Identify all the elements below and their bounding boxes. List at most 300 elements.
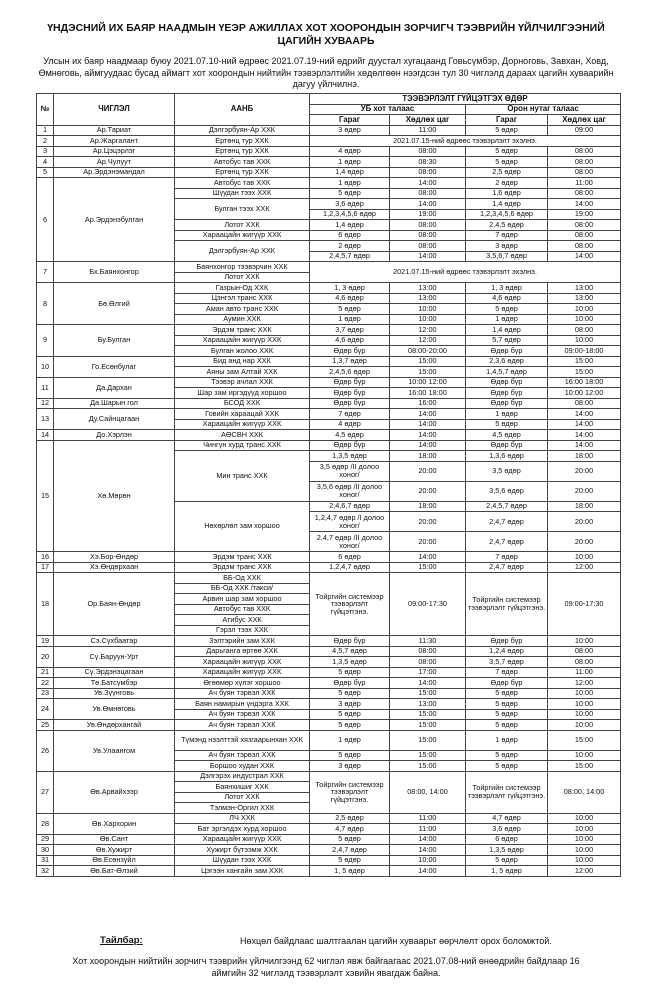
ub-day: 1,3,5 өдөр xyxy=(310,451,390,462)
rural-time: 08:00 xyxy=(548,146,621,157)
company-name: Чингүн хурд транс ХХК xyxy=(175,440,310,451)
ub-day: 1,4 өдөр xyxy=(310,220,390,231)
rural-day: 6 өдөр xyxy=(466,834,548,845)
ub-day: Өдөр бүр xyxy=(310,398,390,409)
ub-time: 10:00 xyxy=(390,314,466,325)
route-name: Бө.Өлгий xyxy=(54,283,175,325)
ub-time: 11:00 xyxy=(390,125,466,136)
rural-ring-note: Тойргийн системээр тээвэрлэлт гүйцэтгэнэ. xyxy=(466,573,548,636)
ub-day: 2,5 өдөр xyxy=(310,813,390,824)
ub-time: 20:00 xyxy=(390,532,466,552)
rural-time: 09:00 xyxy=(548,125,621,136)
route-name: Хө.Мөрөн xyxy=(54,440,175,552)
ub-day: Өдөр бүр xyxy=(310,678,390,689)
ub-time: 16:00 18:00 xyxy=(390,388,466,399)
page-title: ҮНДЭСНИЙ ИХ БАЯР НААДМЫН ҮЕЭР АЖИЛЛАХ ХОТ ХООРОНДЫН ЗОРЧИГЧ ТЭЭВРИЙН ҮЙЛЧИЛГЭЭНИЙ ЦАГИЙН ХУВААРЬ xyxy=(47,22,605,47)
rural-day: 1,2,4 өдөр xyxy=(466,646,548,657)
rural-time: 13:00 xyxy=(548,293,621,304)
route-number: 18 xyxy=(37,573,54,636)
route-name: Ув.Зүүнговь xyxy=(54,688,175,699)
route-number: 21 xyxy=(37,667,54,678)
rural-time: 20:00 xyxy=(548,512,621,532)
company-name: Дэлгэрбуян-Ар ХХК xyxy=(175,125,310,136)
rural-day: Өдөр бүр xyxy=(466,636,548,647)
ub-day: 1 өдөр xyxy=(310,730,390,750)
route-number: 8 xyxy=(37,283,54,325)
table-row xyxy=(37,552,621,563)
note-text: Нөхцөл байдлаас шалтгаалан цагийн хуваарьт өөрчлөлт орох боломжтой. xyxy=(240,936,552,946)
header-route: ЧИГЛЭЛ xyxy=(54,94,175,126)
route-number: 20 xyxy=(37,646,54,667)
route-name: Ув.Улаангом xyxy=(54,730,175,771)
rural-time: 19:00 xyxy=(548,209,621,220)
ub-day: 4,5,7 өдөр xyxy=(310,646,390,657)
ub-time: 08:00 xyxy=(390,230,466,241)
ub-day: 5 өдөр xyxy=(310,188,390,199)
table-row xyxy=(37,730,621,750)
header-company: ААНБ xyxy=(175,94,310,126)
ub-time: 15:00 xyxy=(390,688,466,699)
table-row xyxy=(37,146,621,157)
rural-day: 4,6 өдөр xyxy=(466,293,548,304)
header-from-ub: УБ хот талаас xyxy=(310,104,466,115)
rural-time: 20:00 xyxy=(548,532,621,552)
company-name: Газрын-Од ХХК xyxy=(175,283,310,294)
ub-day: 6 өдөр xyxy=(310,230,390,241)
ub-time: 14:00 xyxy=(390,419,466,430)
ub-day: 5 өдөр xyxy=(310,667,390,678)
rural-time: 08:00 xyxy=(548,241,621,252)
rural-time: 10:00 xyxy=(548,709,621,720)
table-row xyxy=(37,283,621,294)
route-number: 29 xyxy=(37,834,54,845)
company-name: Лотот ХХК xyxy=(175,792,310,803)
ub-day: 4,6 өдөр xyxy=(310,293,390,304)
footer-text: Хот хоорондын нийтийн зорчигч тээврийн үйлчилгээнд 62 чиглэл явж байгаагаас 2021.07.08-ний өнөөдрийн байдлаар 16 аймгийн 32 чиглэлд тээвэрлэлт хэвийн явагдаж байна. xyxy=(72,956,580,978)
table-row xyxy=(37,157,621,168)
route-number: 6 xyxy=(37,178,54,262)
ub-time: 08:30 xyxy=(390,157,466,168)
rural-time: 08:00 xyxy=(548,646,621,657)
route-name: Да.Дархан xyxy=(54,377,175,398)
ub-time: 14:00 xyxy=(390,178,466,189)
route-name: Хэ.Бор-Өндөр xyxy=(54,552,175,563)
table-row xyxy=(37,167,621,178)
rural-day: 2,4,7 өдөр xyxy=(466,532,548,552)
ub-day: 3,5,6 өдөр /II долоо хоног/ xyxy=(310,481,390,501)
rural-time: 10:00 xyxy=(548,813,621,824)
rural-day: 2,4,7 өдөр xyxy=(466,562,548,573)
rural-time: 15:00 xyxy=(548,761,621,772)
ub-day: 3,6 өдөр xyxy=(310,199,390,210)
ub-time: 15:00 xyxy=(390,750,466,761)
table-row xyxy=(37,262,621,273)
ub-time: 18:00 xyxy=(390,451,466,462)
rural-day: 1 өдөр xyxy=(466,409,548,420)
company-name: Аяны зам Алтай ХХК xyxy=(175,367,310,378)
company-name: Тэлмэн-Оргил ХХК xyxy=(175,803,310,814)
ub-time: 14:00 xyxy=(390,678,466,689)
ub-day: 4,7 өдөр xyxy=(310,824,390,835)
ub-time: 16:00 xyxy=(390,398,466,409)
rural-time: 09:00-17:30 xyxy=(548,573,621,636)
ub-day: 1,2,3,4,5,6 өдөр xyxy=(310,209,390,220)
route-name: Бу.Булган xyxy=(54,325,175,357)
rural-day: Өдөр бүр xyxy=(466,678,548,689)
ub-day: 5 өдөр xyxy=(310,720,390,731)
rural-day: 3 өдөр xyxy=(466,241,548,252)
ub-time: 14:00 xyxy=(390,552,466,563)
route-name: Ар.Эрдэнэбулган xyxy=(54,178,175,262)
table-row xyxy=(37,178,621,189)
ub-time: 14:00 xyxy=(390,866,466,877)
company-name: Ертөнц тур ХХК xyxy=(175,136,310,147)
rural-time: 15:00 xyxy=(548,367,621,378)
ub-time: 17:00 xyxy=(390,667,466,678)
table-row xyxy=(37,125,621,136)
ub-day: 5 өдөр xyxy=(310,709,390,720)
rural-time: 14:00 xyxy=(548,419,621,430)
rural-day: 3,5,7 өдөр xyxy=(466,657,548,668)
ub-time: 14:00 xyxy=(390,409,466,420)
ub-day: 2,4,5,7 өдөр xyxy=(310,251,390,262)
rural-time: 13:00 xyxy=(548,283,621,294)
rural-time: 10:00 xyxy=(548,834,621,845)
route-number: 7 xyxy=(37,262,54,283)
table-row xyxy=(37,136,621,147)
route-name: Да.Шарын гол xyxy=(54,398,175,409)
table-row xyxy=(37,771,621,782)
route-number: 10 xyxy=(37,356,54,377)
company-name: Эрдэм транс ХХК xyxy=(175,552,310,563)
rural-day: 5 өдөр xyxy=(466,699,548,710)
header-no: № xyxy=(37,94,54,126)
rural-day: 2,5 өдөр xyxy=(466,167,548,178)
rural-time: 10:00 12:00 xyxy=(548,388,621,399)
company-name: Ертөнц тур ХХК xyxy=(175,167,310,178)
company-name: Мин транс ХХК xyxy=(175,451,310,502)
ub-time: 13:00 xyxy=(390,293,466,304)
ub-day: 4,5 өдөр xyxy=(310,430,390,441)
rural-time: 12:00 xyxy=(548,866,621,877)
ub-time: 11:00 xyxy=(390,813,466,824)
ub-time: 10:00 xyxy=(390,304,466,315)
ub-day: 5 өдөр xyxy=(310,688,390,699)
rural-day: 3,5,6 өдөр xyxy=(466,481,548,501)
header-row xyxy=(37,94,621,105)
company-name: Гэрэл тээх ХХК xyxy=(175,625,310,636)
ub-time: 08:00-20:00 xyxy=(390,346,466,357)
ub-day: 6 өдөр xyxy=(310,552,390,563)
rural-day: 5 өдөр xyxy=(466,146,548,157)
ub-day: 3 өдөр xyxy=(310,761,390,772)
rural-day: 1, 3 өдөр xyxy=(466,283,548,294)
ub-day: 1, 5 өдөр xyxy=(310,866,390,877)
route-number: 16 xyxy=(37,552,54,563)
notice-cell: 2021.07.15-ний өдрөөс тээвэрлэлт эхэлнэ. xyxy=(310,136,621,147)
ub-day: 1 өдөр xyxy=(310,178,390,189)
company-name: Шар зам иргэдүүд хоршоо xyxy=(175,388,310,399)
company-name: Лотот ХХК xyxy=(175,220,310,231)
company-name: Ач буян тэрвэл ХХК xyxy=(175,720,310,731)
rural-time: 10:00 xyxy=(548,688,621,699)
company-name: Булган жолоо ХХК xyxy=(175,346,310,357)
route-name: Го.Есөнбулаг xyxy=(54,356,175,377)
route-number: 25 xyxy=(37,720,54,731)
company-name: Хараацайн жигүүр ХХК xyxy=(175,667,310,678)
route-name: Ду.Сайнцагаан xyxy=(54,409,175,430)
rural-day: 5 өдөр xyxy=(466,720,548,731)
route-name: Ар.Тариат xyxy=(54,125,175,136)
rural-time: 10:00 xyxy=(548,314,621,325)
route-number: 30 xyxy=(37,845,54,856)
company-name: БСОД ХХК xyxy=(175,398,310,409)
ub-time: 11:30 xyxy=(390,636,466,647)
table-row xyxy=(37,646,621,657)
ub-time: 14:00 xyxy=(390,251,466,262)
company-name: Ач буян тэрвэл ХХК xyxy=(175,709,310,720)
route-name: Ар.Жаргалант xyxy=(54,136,175,147)
route-number: 11 xyxy=(37,377,54,398)
ub-time: 15:00 xyxy=(390,709,466,720)
company-name: Хараацайн жигүүр ХХК xyxy=(175,335,310,346)
ub-ring-note: Тойргийн системээр тээвэрлэлт гүйцэтгэнэ. xyxy=(310,573,390,636)
route-number: 17 xyxy=(37,562,54,573)
company-name: ББ-Од ХХК /такси/ xyxy=(175,583,310,594)
company-name: Автобус тав ХХК xyxy=(175,604,310,615)
rural-day: 3,5 өдөр xyxy=(466,461,548,481)
rural-time: 08:00 xyxy=(548,220,621,231)
company-name: Шүудан тээх ХХК xyxy=(175,188,310,199)
route-name: Хэ.Өндөрхаан xyxy=(54,562,175,573)
company-name: Ертөнц тур ХХК xyxy=(175,146,310,157)
rural-day: Өдөр бүр xyxy=(466,398,548,409)
rural-day: 7 өдөр xyxy=(466,230,548,241)
company-name: Тээвэр ачлал ХХК xyxy=(175,377,310,388)
rural-day: 1,4 өдөр xyxy=(466,199,548,210)
company-name: Арвин шар зам хоршоо xyxy=(175,594,310,605)
route-name: Тө.Батсүмбэр xyxy=(54,678,175,689)
route-number: 22 xyxy=(37,678,54,689)
route-name: До.Хэрлэн xyxy=(54,430,175,441)
company-name: Зэлтэрийн зам ХХК xyxy=(175,636,310,647)
route-number: 23 xyxy=(37,688,54,699)
rural-day: Өдөр бүр xyxy=(466,440,548,451)
rural-time: 08:00 xyxy=(548,167,621,178)
rural-time: 12:00 xyxy=(548,678,621,689)
ub-time: 15:00 xyxy=(390,730,466,750)
table-row xyxy=(37,866,621,877)
table-row xyxy=(37,356,621,367)
company-name: Баян намирын үндэрга ХХК xyxy=(175,699,310,710)
table-row xyxy=(37,562,621,573)
company-name: Автобус тав ХХК xyxy=(175,178,310,189)
rural-day: 3,5,6,7 өдөр xyxy=(466,251,548,262)
company-name: ЛЧ ХХК xyxy=(175,813,310,824)
company-name: Хараацайн жигүүр ХХК xyxy=(175,230,310,241)
route-number: 5 xyxy=(37,167,54,178)
table-row xyxy=(37,855,621,866)
rural-time: 10:00 xyxy=(548,824,621,835)
rural-day: 7 өдөр xyxy=(466,667,548,678)
route-name: Ар.Эрдэнэмандал xyxy=(54,167,175,178)
ub-day: 1, 3 өдөр xyxy=(310,283,390,294)
ub-day: 1,4 өдөр xyxy=(310,167,390,178)
rural-time: 10:00 xyxy=(548,636,621,647)
rural-day: 2,3,6 өдөр xyxy=(466,356,548,367)
ub-time: 08:00 xyxy=(390,146,466,157)
ub-day: 2,4,6,7 өдөр xyxy=(310,501,390,512)
ub-time: 08:00 xyxy=(390,657,466,668)
route-name: Ар.Цэцэрлэг xyxy=(54,146,175,157)
company-name: Говийн хараацай ХХК xyxy=(175,409,310,420)
route-number: 13 xyxy=(37,409,54,430)
table-row xyxy=(37,573,621,584)
company-name: Хараацайн жигүүр ХХК xyxy=(175,419,310,430)
rural-time: 15:00 xyxy=(548,356,621,367)
ub-time: 15:00 xyxy=(390,562,466,573)
ub-time: 09:00-17:30 xyxy=(390,573,466,636)
rural-time: 18:00 xyxy=(548,501,621,512)
route-number: 26 xyxy=(37,730,54,771)
schedule-table xyxy=(36,93,621,877)
company-name: Хужирт бүтээмж ХХК xyxy=(175,845,310,856)
rural-time: 10:00 xyxy=(548,845,621,856)
rural-day: 2 өдөр xyxy=(466,178,548,189)
company-name: Боршоо худан ХХК xyxy=(175,761,310,772)
rural-day: 2,4,7 өдөр xyxy=(466,512,548,532)
table-row xyxy=(37,377,621,388)
route-number: 28 xyxy=(37,813,54,834)
ub-time: 12:00 xyxy=(390,325,466,336)
header-rural-day: Гараг xyxy=(466,115,548,126)
rural-time: 10:00 xyxy=(548,750,621,761)
route-name: Өв.Хужирт xyxy=(54,845,175,856)
rural-day: 1,6 өдөр xyxy=(466,188,548,199)
company-name: Бат эргэлдэх хурд хоршоо xyxy=(175,824,310,835)
company-name: Атибус ХХК xyxy=(175,615,310,626)
company-name: Хараацайн жигүүр ХХК xyxy=(175,657,310,668)
rural-time: 18:00 xyxy=(548,451,621,462)
route-number: 9 xyxy=(37,325,54,357)
rural-time: 10:00 xyxy=(548,699,621,710)
ub-day: 4 өдөр xyxy=(310,419,390,430)
rural-time: 10:00 xyxy=(548,335,621,346)
rural-time: 15:00 xyxy=(548,730,621,750)
company-name: ББ-Од ХХК xyxy=(175,573,310,584)
rural-day: Өдөр бүр xyxy=(466,346,548,357)
table-row xyxy=(37,813,621,824)
rural-ring-note: Тойргийн системээр тээвэрлэлт гүйцэтгэнэ. xyxy=(466,771,548,813)
ub-day: 3,7 өдөр xyxy=(310,325,390,336)
rural-day: 1, 5 өдөр xyxy=(466,866,548,877)
ub-day: Өдөр бүр xyxy=(310,346,390,357)
rural-day: 1 өдөр xyxy=(466,314,548,325)
rural-time: 09:00-18:00 xyxy=(548,346,621,357)
table-row xyxy=(37,699,621,710)
rural-day: 1,4,5,7 өдөр xyxy=(466,367,548,378)
company-name: Лотот ХХК xyxy=(175,272,310,283)
table-row xyxy=(37,834,621,845)
ub-time: 08:00 xyxy=(390,167,466,178)
company-name: Нөхөрлөл зам хоршоо xyxy=(175,501,310,552)
ub-day: 1 өдөр xyxy=(310,314,390,325)
rural-time: 14:00 xyxy=(548,440,621,451)
route-number: 1 xyxy=(37,125,54,136)
company-name: Автобус тав ХХК xyxy=(175,157,310,168)
rural-day: 5 өдөр xyxy=(466,157,548,168)
company-name: Өгөөмөр хүлэг хоршоо xyxy=(175,678,310,689)
ub-time: 14:00 xyxy=(390,199,466,210)
intro-paragraph: Улсын их баяр наадмаар буюу 2021.07.10-ний өдрөөс 2021.07.19-ний өдрийг дуустал хугацаанд Говьсүмбэр, Дорноговь, Завхан, Ховд, Өмнөговь, аймгуудаас бусад аймагт хот хоорондын нийтийн тээвэрлэлтийн хөдөлгөөн нээгдсэн тул 30 чиглэлд дараах цагийн хуваарийн дагуу үйлчилнэ. xyxy=(38,56,614,89)
ub-day: 7 өдөр xyxy=(310,409,390,420)
route-number: 19 xyxy=(37,636,54,647)
ub-day: 1,3,7 өдөр xyxy=(310,356,390,367)
rural-day: 2,4,5 өдөр xyxy=(466,220,548,231)
ub-time: 15:00 xyxy=(390,761,466,772)
ub-time: 08:00 xyxy=(390,646,466,657)
header-from-rural: Орон нутаг талаас xyxy=(466,104,621,115)
ub-day: 2,4,7 өдөр /II долоо хоног/ xyxy=(310,532,390,552)
ub-time: 20:00 xyxy=(390,481,466,501)
route-name: Ув.Өмнөговь xyxy=(54,699,175,720)
rural-day: 1,2,3,4,5,6 өдөр xyxy=(466,209,548,220)
rural-time: 08:00 xyxy=(548,157,621,168)
company-name: Дэлгэрбуян-Ар ХХК xyxy=(175,241,310,262)
ub-ring-note: Тойргийн системээр тээвэрлэлт гүйцэтгэнэ. xyxy=(310,771,390,813)
table-row xyxy=(37,845,621,856)
rural-day: 5 өдөр xyxy=(466,855,548,866)
company-name: Эрдэм транс ХХК xyxy=(175,562,310,573)
rural-day: 1 өдөр xyxy=(466,730,548,750)
table-row xyxy=(37,636,621,647)
ub-day: 2,4,7 өдөр xyxy=(310,845,390,856)
ub-day: 3,5 өдөр /II долоо хоног/ xyxy=(310,461,390,481)
ub-day: 5 өдөр xyxy=(310,834,390,845)
company-name: Баянхонгор тээвэрчин ХХК xyxy=(175,262,310,273)
ub-time: 12:00 xyxy=(390,335,466,346)
ub-time: 08:00, 14:00 xyxy=(390,771,466,813)
table-row xyxy=(37,440,621,451)
ub-time: 11:00 xyxy=(390,824,466,835)
rural-time: 08:00 xyxy=(548,398,621,409)
rural-day: 5 өдөр xyxy=(466,125,548,136)
ub-time: 14:00 xyxy=(390,440,466,451)
ub-time: 14:00 xyxy=(390,430,466,441)
rural-day: 5 өдөр xyxy=(466,750,548,761)
rural-time: 08:00 xyxy=(548,325,621,336)
rural-time: 10:00 xyxy=(548,552,621,563)
ub-time: 13:00 xyxy=(390,283,466,294)
route-number: 4 xyxy=(37,157,54,168)
rural-time: 12:00 xyxy=(548,562,621,573)
ub-time: 19:00 xyxy=(390,209,466,220)
rural-time: 14:00 xyxy=(548,199,621,210)
ub-time: 18:00 xyxy=(390,501,466,512)
route-number: 12 xyxy=(37,398,54,409)
route-number: 31 xyxy=(37,855,54,866)
ub-day: 1 өдөр xyxy=(310,157,390,168)
rural-day: 7 өдөр xyxy=(466,552,548,563)
ub-day: 1,2,4,7 өдөр xyxy=(310,562,390,573)
ub-day: 5 өдөр xyxy=(310,855,390,866)
ub-day: 2,4,5,6 өдөр xyxy=(310,367,390,378)
table-row xyxy=(37,688,621,699)
route-number: 15 xyxy=(37,440,54,552)
table-row xyxy=(37,409,621,420)
ub-day: 1,3,5 өдөр xyxy=(310,657,390,668)
company-name: Бид анд нар ХХК xyxy=(175,356,310,367)
